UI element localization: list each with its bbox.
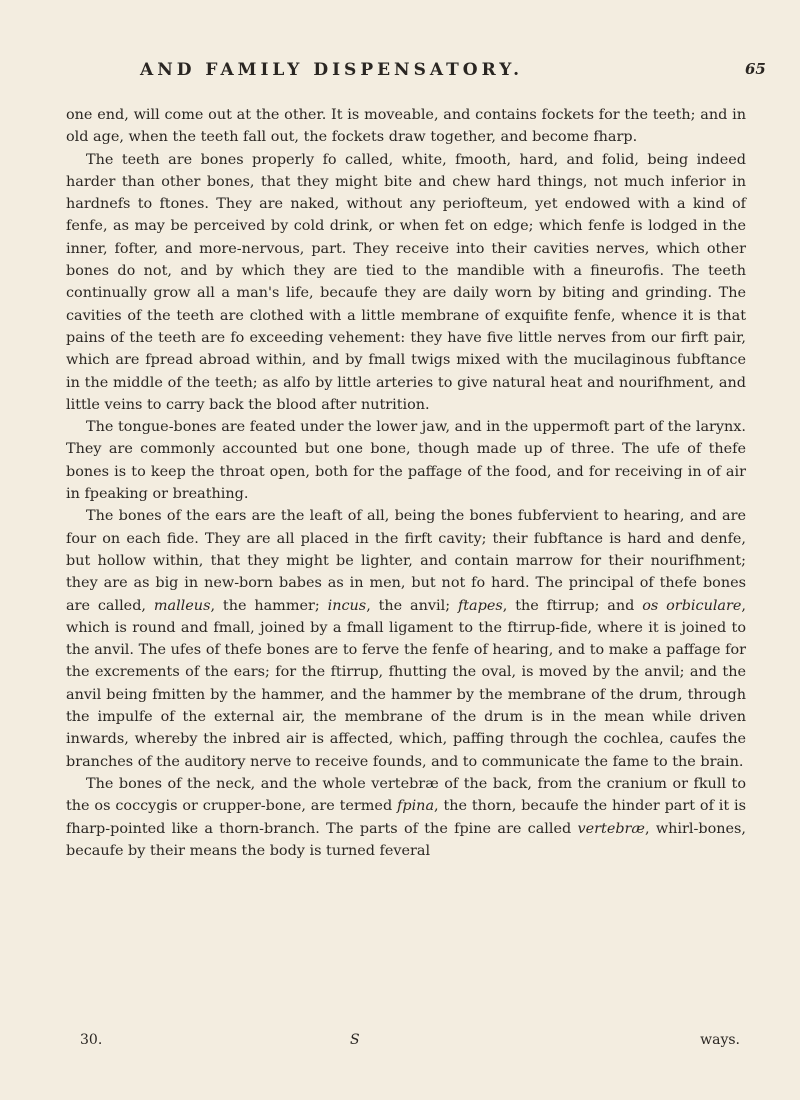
italic-term: incus (327, 597, 367, 614)
text-run: The teeth are bones properly fo called, white, fmooth, hard, and folid, being indeed harder than other bones, that they might bite and chew hard things, not much inferior in hardnefs to ftones. They are naked, without any periofteum, yet endowed with a kind of fenfe, as may be perceived by cold drink, or when fet on edge; which fenfe is lodged in the inner, fofter, and more-nervous, part. They receive into their cavities nerves, which other bones do not, and by which they are tied to the mandible with a fineurofis. The teeth continually grow all a man's life, becaufe they are daily worn by biting and grinding. The cavities of the teeth are clothed with a little membrane of exquifite fenfe, whence it is that pains of the teeth are fo exceeding vehement: they have five little nerves from our firft pair, which are fpread abroad within, and by fmall twigs mixed with the mucilaginous fubftance in the middle of the teeth; as alfo by little arteries to give natural heat and nourifhment, and little veins to carry back the blood after nutrition. (66, 151, 746, 413)
italic-term: os orbiculare (642, 597, 742, 614)
paragraph (66, 773, 746, 862)
page-body-text (66, 104, 746, 862)
text-run: The tongue-bones are feated under the lower jaw, and in the uppermoft part of the larynx. They are commonly accounted but one bone, though made up of three. The ufe of thefe bones is to keep the throat open, both for the paffage of the food, and for receiving in of air in fpeaking or breathing. (66, 419, 746, 503)
text-run: The bones of the neck, and the whole vertebræ of the back, from the cranium or fkull to the os coccygis or crupper-bone, are termed (66, 775, 746, 815)
paragraph (66, 505, 746, 773)
italic-term: malleus (153, 597, 211, 614)
catchword: ways. (700, 1032, 740, 1048)
paragraph (66, 104, 746, 149)
text-run: , which is round and fmall, joined by a fmall ligament to the ftirrup-fide, where it is joined to the anvil. The ufes of thefe bones are to ferve the fenfe of hearing, and to make a paffage for the excrements of the ears; for the ftirrup, fhutting the oval, is moved by the anvil; and the anvil being fmitten by the hammer, and the hammer by the membrane of the drum, through the impulfe of the external air, the membrane of the drum is in the mean while driven inwards, whereby the inbred air is affected, which, paffing through the cochlea, caufes the branches of the auditory nerve to receive founds, and to communicate the fame to the brain. (66, 597, 746, 770)
paragraph (66, 149, 746, 417)
text-run: , the anvil; (366, 597, 458, 614)
text-run: , the ftirrup; and (502, 597, 643, 614)
text-run: , the hammer; (210, 597, 328, 614)
signature-mark: S (350, 1032, 360, 1048)
text-run: The bones of the ears are the leaft of all, being the bones fubfervient to hearing, and are four on each fide. They are all placed in the firft cavity; their fubftance is hard and denfe, but hollow within, that they might be lighter, and contain marrow for their nourifhment; they are as big in new-born babes as in men, but not fo hard. The principal of thefe bones are called, (66, 508, 746, 614)
sheet-number: 30. (80, 1032, 103, 1048)
text-run: one end, will come out at the other. It is moveable, and contains fockets for the teeth; and in old age, when the teeth fall out, the fockets draw together, and become fharp. (66, 107, 746, 146)
italic-term: fpina (397, 798, 435, 815)
paragraph (66, 416, 746, 505)
italic-term: ftapes (457, 597, 503, 614)
page-number: 65 (745, 60, 766, 78)
page-footer (80, 1032, 740, 1054)
italic-term: vertebræ (577, 820, 645, 837)
text-run: , whirl-bones, becaufe by their means the body is turned feveral (66, 820, 746, 859)
running-header: AND FAMILY DISPENSATORY. (140, 60, 524, 80)
text-run: , the thorn, becaufe the hinder part of it is fharp-pointed like a thorn-branch. The parts of the fpine are called (66, 798, 746, 837)
